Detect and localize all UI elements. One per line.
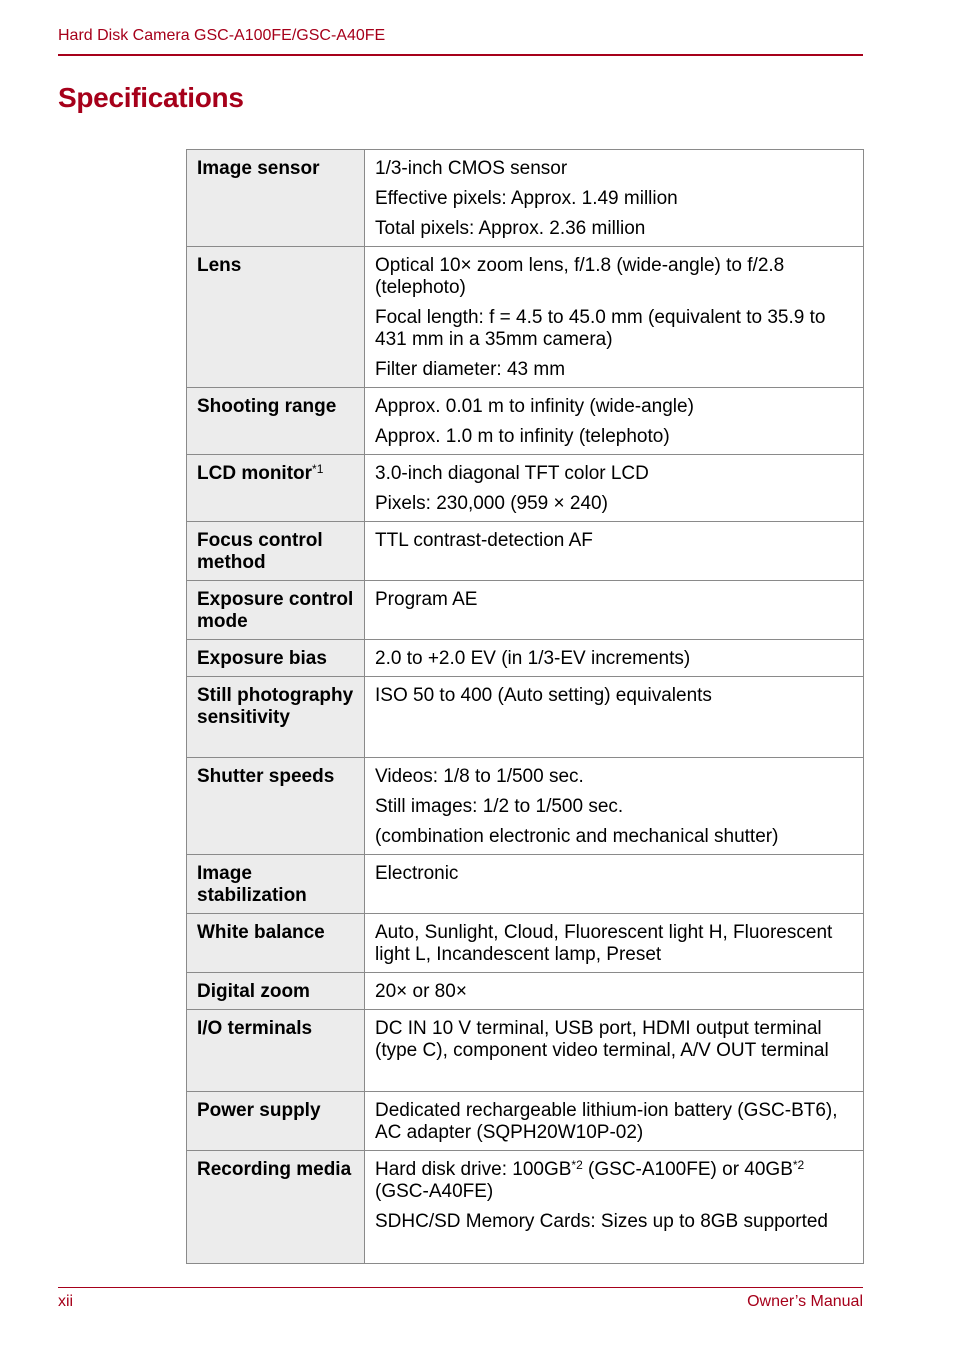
spec-label: Shooting range bbox=[187, 388, 365, 455]
spec-value bbox=[365, 758, 864, 855]
spec-value bbox=[365, 455, 864, 522]
spec-value-line: Program AE bbox=[375, 589, 478, 610]
spec-label: Recording media bbox=[187, 1151, 365, 1264]
spec-label: Exposure control mode bbox=[187, 581, 365, 640]
spec-label: Image stabilization bbox=[187, 855, 365, 914]
spec-value-line bbox=[375, 1159, 853, 1203]
table-row bbox=[187, 914, 864, 973]
table-row bbox=[187, 522, 864, 581]
spec-value bbox=[365, 914, 864, 973]
table-row bbox=[187, 640, 864, 677]
spec-value-line: SDHC/SD Memory Cards: Sizes up to 8GB supported bbox=[375, 1211, 829, 1232]
page-number: xii bbox=[58, 1293, 74, 1310]
spec-value bbox=[365, 677, 864, 758]
spec-value-line: Dedicated rechargeable lithium-ion battery (GSC-BT6), AC adapter (SQPH20W10P-02) bbox=[375, 1100, 838, 1143]
spec-label: I/O terminals bbox=[187, 1010, 365, 1092]
spec-value-line: Videos: 1/8 to 1/500 sec. bbox=[375, 766, 584, 787]
recording-text: (GSC-A40FE) bbox=[375, 1181, 494, 1202]
table-row bbox=[187, 973, 864, 1010]
spec-value-line: 1/3-inch CMOS sensor bbox=[375, 158, 568, 179]
spec-value-line: Still images: 1/2 to 1/500 sec. bbox=[375, 796, 624, 817]
spec-value-line: ISO 50 to 400 (Auto setting) equivalents bbox=[375, 685, 712, 706]
spec-value-line: Approx. 1.0 m to infinity (telephoto) bbox=[375, 426, 670, 447]
spec-value-line: DC IN 10 V terminal, USB port, HDMI output terminal (type C), component video terminal, A/V OUT terminal bbox=[375, 1018, 829, 1061]
spec-label: Still photography sensitivity bbox=[187, 677, 365, 758]
spec-label: Power supply bbox=[187, 1092, 365, 1151]
table-row bbox=[187, 1092, 864, 1151]
table-row bbox=[187, 247, 864, 388]
spec-value-line: 3.0-inch diagonal TFT color LCD bbox=[375, 463, 649, 484]
spec-value-line: Approx. 0.01 m to infinity (wide-angle) bbox=[375, 396, 694, 417]
spec-label bbox=[187, 455, 365, 522]
spec-value bbox=[365, 1092, 864, 1151]
spec-value bbox=[365, 1010, 864, 1092]
spec-value-line: Electronic bbox=[375, 863, 459, 884]
spec-label-text: LCD monitor bbox=[197, 463, 313, 484]
spec-value bbox=[365, 855, 864, 914]
footer-divider bbox=[58, 1287, 863, 1288]
table-row bbox=[187, 455, 864, 522]
table-row bbox=[187, 677, 864, 758]
table-row bbox=[187, 855, 864, 914]
spec-value-line: Pixels: 230,000 (959 × 240) bbox=[375, 493, 608, 514]
spec-value-line: TTL contrast-detection AF bbox=[375, 530, 593, 551]
spec-label: Lens bbox=[187, 247, 365, 388]
running-header: Hard Disk Camera GSC-A100FE/GSC-A40FE bbox=[58, 27, 386, 44]
spec-label: White balance bbox=[187, 914, 365, 973]
spec-value bbox=[365, 150, 864, 247]
spec-value-line: Total pixels: Approx. 2.36 million bbox=[375, 218, 646, 239]
spec-value-line: Focal length: f = 4.5 to 45.0 mm (equivalent to 35.9 to 431 mm in a 35mm camera) bbox=[375, 307, 826, 350]
footnote-marker: *1 bbox=[312, 462, 324, 476]
spec-value-line: 2.0 to +2.0 EV (in 1/3-EV increments) bbox=[375, 648, 691, 669]
spec-value-line: (combination electronic and mechanical shutter) bbox=[375, 826, 779, 847]
spec-value bbox=[365, 640, 864, 677]
spec-label: Focus control method bbox=[187, 522, 365, 581]
table-row bbox=[187, 581, 864, 640]
table-row bbox=[187, 388, 864, 455]
specifications-table bbox=[186, 149, 864, 1264]
spec-value bbox=[365, 1151, 864, 1264]
recording-text: (GSC-A100FE) or 40GB bbox=[582, 1159, 793, 1180]
footnote-marker: *2 bbox=[792, 1158, 805, 1172]
spec-value bbox=[365, 388, 864, 455]
header-divider bbox=[58, 54, 863, 56]
table-row bbox=[187, 150, 864, 247]
spec-value bbox=[365, 247, 864, 388]
spec-label: Exposure bias bbox=[187, 640, 365, 677]
spec-label: Digital zoom bbox=[187, 973, 365, 1010]
spec-value-line: Optical 10× zoom lens, f/1.8 (wide-angle) to f/2.8 (telephoto) bbox=[375, 255, 785, 298]
recording-text: Hard disk drive: 100GB bbox=[375, 1159, 572, 1180]
spec-label: Image sensor bbox=[187, 150, 365, 247]
spec-label: Shutter speeds bbox=[187, 758, 365, 855]
table-row bbox=[187, 1010, 864, 1092]
table-row bbox=[187, 1151, 864, 1264]
manual-name: Owner’s Manual bbox=[747, 1293, 863, 1310]
spec-value-line: 20× or 80× bbox=[375, 981, 467, 1002]
table-row bbox=[187, 758, 864, 855]
spec-value-line: Effective pixels: Approx. 1.49 million bbox=[375, 188, 678, 209]
page-title: Specifications bbox=[58, 82, 244, 113]
spec-value bbox=[365, 522, 864, 581]
spec-value-line: Filter diameter: 43 mm bbox=[375, 359, 566, 380]
spec-value-line: Auto, Sunlight, Cloud, Fluorescent light H, Fluorescent light L, Incandescent lamp, Preset bbox=[375, 922, 833, 965]
spec-value bbox=[365, 973, 864, 1010]
spec-value bbox=[365, 581, 864, 640]
footnote-marker: *2 bbox=[571, 1158, 583, 1172]
